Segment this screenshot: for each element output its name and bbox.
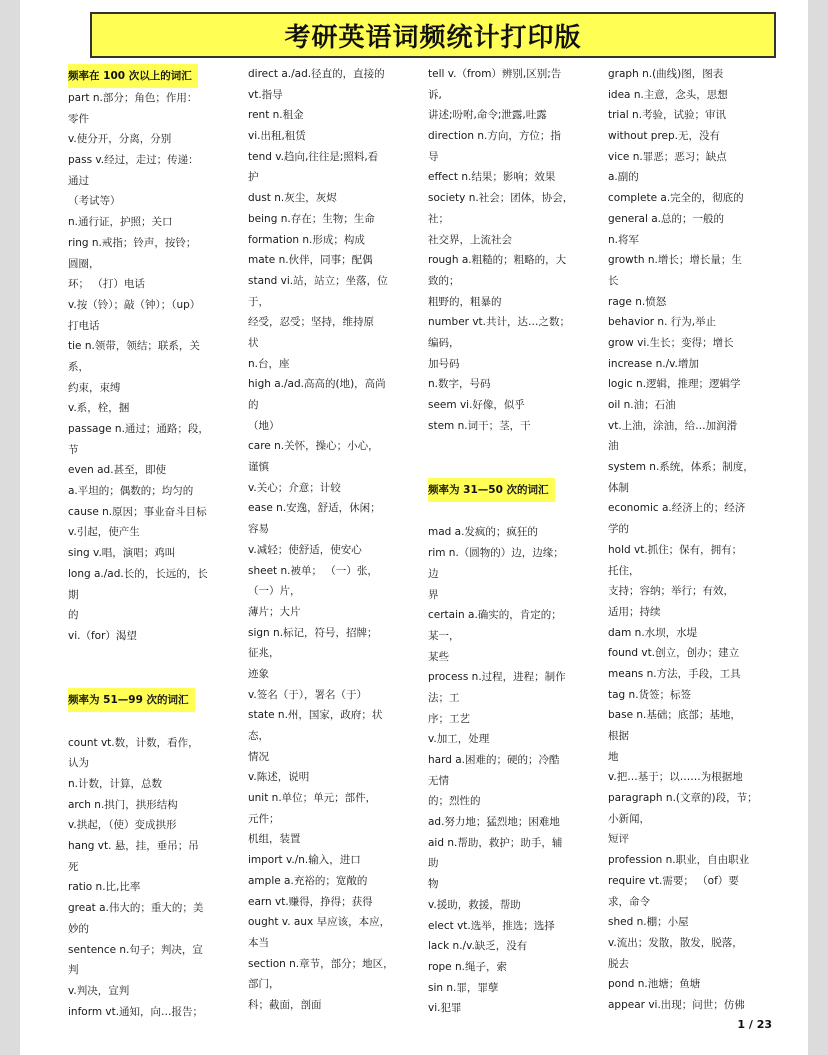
vocab-line: increase n./v.增加 bbox=[608, 357, 699, 370]
vocab-line: ease n.安逸，舒适，休闲； bbox=[248, 502, 381, 515]
vocab-line: passage n.通过；通路；段， bbox=[68, 423, 209, 435]
vocab-line: vi.犯罪 bbox=[428, 1002, 462, 1015]
vocab-line: tell v.（from）辨别,区别;告 bbox=[428, 68, 562, 80]
vocab-line: pass v.经过，走过；传递： bbox=[68, 154, 199, 167]
column-4 bbox=[608, 64, 764, 1016]
vocab-line: 认为 bbox=[68, 757, 89, 770]
vocab-line: 根据 bbox=[608, 730, 629, 742]
vocab-line: mad a.发疯的；疯狂的 bbox=[428, 526, 538, 539]
vocab-line: long a./ad.长的，长远的，长 bbox=[68, 567, 208, 580]
vocab-line: section n.章节，部分；地区， bbox=[248, 957, 394, 970]
section-heading: 频率为 31—50 次的词汇 bbox=[428, 478, 555, 502]
vocab-line: sin n.罪，罪孽 bbox=[428, 981, 499, 994]
spacer bbox=[428, 457, 584, 478]
vocab-line: mate n.伙伴，同事；配偶 bbox=[248, 254, 373, 267]
vocab-line: 序；工艺 bbox=[428, 712, 470, 725]
vocab-line: ad.努力地；猛烈地；困难地 bbox=[428, 816, 560, 829]
spacer bbox=[428, 436, 584, 457]
vocab-line: v.引起，使产生 bbox=[68, 526, 140, 539]
vocab-line: 粗野的，粗暴的 bbox=[428, 295, 502, 308]
vocab-line: a.平坦的；偶数的；均匀的 bbox=[68, 485, 194, 498]
vocab-line: ring n.戒指；铃声，按铃； bbox=[68, 236, 197, 249]
vocab-line: 讲述;吩咐,命令;泄露,吐露 bbox=[428, 109, 547, 122]
vocab-line: ought v. aux 早应该，本应， bbox=[248, 916, 391, 929]
vocab-line: 迹象 bbox=[248, 667, 269, 680]
vocab-line: 支持；容纳；举行；有效， bbox=[608, 585, 734, 598]
vocab-line: part n.部分；角色；作用： bbox=[68, 92, 198, 104]
vocab-line: 边 bbox=[428, 567, 439, 580]
vocab-line: arch n.拱门，拱形结构 bbox=[68, 798, 178, 811]
vocab-line: 征兆， bbox=[248, 647, 280, 660]
vocab-line: n.将军 bbox=[608, 233, 639, 246]
vocab-line: v.减轻；使舒适，使安心 bbox=[248, 543, 362, 556]
vocab-line: 适用；持续 bbox=[608, 605, 661, 618]
vocab-line: economic a.经济上的；经济 bbox=[608, 502, 746, 515]
vocab-line: elect vt.选举，推选；选择 bbox=[428, 919, 555, 932]
vocab-line: v.按（铃）；敲（钟）；（up） bbox=[68, 298, 201, 311]
vocab-line: 薄片；大片 bbox=[248, 605, 301, 618]
vocab-line: inform vt.通知，向…报告； bbox=[68, 1005, 204, 1018]
vocab-line: 学的 bbox=[608, 523, 629, 536]
vocab-line: 期 bbox=[68, 588, 79, 601]
vocab-line: vt.指导 bbox=[248, 88, 283, 101]
vocab-line: 社； bbox=[428, 212, 449, 225]
section-heading: 频率在 100 次以上的词汇 bbox=[68, 64, 198, 88]
vocab-line: 情况 bbox=[248, 750, 269, 763]
vocab-line: earn vt.赚得，挣得；获得 bbox=[248, 895, 373, 908]
vocab-line: v.加工，处理 bbox=[428, 733, 490, 746]
vocab-line: 谨慎 bbox=[248, 461, 269, 474]
vocab-line: 脱去 bbox=[608, 957, 629, 970]
vocab-line: 导 bbox=[428, 150, 439, 163]
vocab-line: effect n.结果；影响；效果 bbox=[428, 171, 556, 184]
vocab-line: a.副的 bbox=[608, 171, 639, 184]
vocab-line: process n.过程，进程；制作 bbox=[428, 671, 566, 684]
vocab-line: ample a.充裕的；宽敞的 bbox=[248, 874, 368, 887]
vocab-line: hold vt.抓住；保有，拥有； bbox=[608, 543, 743, 556]
vocab-line: found vt.创立，创办；建立 bbox=[608, 647, 740, 660]
vocab-line: 社交界，上流社会 bbox=[428, 233, 512, 246]
vocab-line: sheet n.被单； （一）张， bbox=[248, 564, 378, 577]
vocab-line: 通过 bbox=[68, 174, 89, 187]
vocab-line: 诉, bbox=[428, 88, 442, 101]
vocab-line: 地 bbox=[608, 750, 619, 763]
vocab-line: stem n.词干；茎，干 bbox=[428, 419, 531, 432]
spacer bbox=[68, 712, 224, 733]
vocab-line: v.陈述，说明 bbox=[248, 771, 310, 784]
vocab-line: 短评 bbox=[608, 833, 629, 846]
vocab-line: 零件 bbox=[68, 112, 89, 125]
vocab-line: rent n.租金 bbox=[248, 109, 304, 122]
vocab-line: vice n.罪恶；恶习；缺点 bbox=[608, 150, 727, 163]
vocab-line: trial n.考验，试验；审讯 bbox=[608, 109, 727, 122]
vocab-line: vi.（for）渴望 bbox=[68, 629, 137, 642]
vocab-line: high a./ad.高高的(地)，高尚 bbox=[248, 378, 386, 391]
vocab-line: being n.存在；生物；生命 bbox=[248, 212, 375, 225]
column-1 bbox=[68, 64, 224, 1022]
vocab-line: 小新闻， bbox=[608, 812, 650, 825]
vocab-line: n.数字，号码 bbox=[428, 378, 491, 391]
vocab-line: rage n.愤怒 bbox=[608, 295, 667, 308]
vocab-line: 护 bbox=[248, 171, 259, 184]
vocab-line: n.计数，计算，总数 bbox=[68, 778, 162, 790]
vocab-line: （一）片， bbox=[248, 585, 301, 598]
vocab-line: lack n./v.缺乏，没有 bbox=[428, 940, 528, 953]
section-heading-row bbox=[68, 64, 224, 88]
vocab-line: 判 bbox=[68, 964, 79, 977]
vocab-line: logic n.逻辑，推理；逻辑学 bbox=[608, 378, 741, 391]
vocab-line: direct a./ad.径直的，直接的 bbox=[248, 68, 385, 80]
vocab-line: 体制 bbox=[608, 481, 629, 494]
vocab-line: 系， bbox=[68, 360, 89, 373]
vocab-line: tag n.货签；标签 bbox=[608, 688, 692, 701]
vocab-line: pond n.池塘；鱼塘 bbox=[608, 978, 701, 991]
vocab-line: 妙的 bbox=[68, 922, 89, 935]
vocab-line: 节 bbox=[68, 443, 79, 456]
vocab-line: 约束，束缚 bbox=[68, 381, 121, 394]
title-banner bbox=[90, 12, 776, 58]
column-3 bbox=[428, 64, 584, 1019]
vocab-line: v.系，栓，捆 bbox=[68, 402, 130, 415]
vocab-line: 打电话 bbox=[68, 319, 100, 332]
vocab-line: v.拱起，（使）变成拱形 bbox=[68, 819, 177, 832]
vocab-line: without prep.无，没有 bbox=[608, 130, 721, 143]
vocab-line: sign n.标记，符号，招牌； bbox=[248, 626, 378, 639]
vocab-line: formation n.形成；构成 bbox=[248, 233, 365, 246]
vocab-line: 容易 bbox=[248, 523, 269, 536]
vocab-line: n.通行证，护照；关口 bbox=[68, 216, 173, 229]
vocab-line: 经受，忍受；坚持，维持原 bbox=[248, 316, 374, 329]
vocab-line: n.台，座 bbox=[248, 357, 290, 370]
vocab-line: import v./n.输入，进口 bbox=[248, 854, 361, 867]
vocab-line: 元件； bbox=[248, 812, 280, 825]
vocab-line: 致的； bbox=[428, 274, 460, 287]
vocab-line: number vt.共计，达…之数； bbox=[428, 316, 570, 329]
vocab-line: paragraph n.(文章的)段，节； bbox=[608, 792, 758, 805]
vocab-line: hard a.困难的；硬的；冷酷 bbox=[428, 754, 560, 766]
vocab-line: 状 bbox=[248, 336, 259, 349]
spacer bbox=[68, 667, 224, 688]
vocab-line: count vt.数，计数，看作， bbox=[68, 736, 199, 749]
vocab-line: grow vi.生长；变得；增长 bbox=[608, 336, 734, 349]
vocab-line: stand vi.站，站立；坐落，位 bbox=[248, 274, 388, 287]
vocab-line: vt.上油，涂油，给…加润滑 bbox=[608, 419, 738, 432]
vocab-line: behavior n. 行为,举止 bbox=[608, 316, 717, 329]
vocab-line: 物 bbox=[428, 878, 439, 891]
vocab-line: cause n.原因；事业奋斗目标 bbox=[68, 505, 207, 518]
vocab-line: 求，命令 bbox=[608, 895, 650, 908]
vocab-line: v.援助，救援，帮助 bbox=[428, 898, 521, 911]
vocab-line: 的 bbox=[68, 609, 79, 622]
vocab-line: 长 bbox=[608, 274, 619, 287]
vocab-line: state n.州，国家，政府；状 bbox=[248, 709, 383, 722]
vocab-line: ratio n.比,比率 bbox=[68, 881, 141, 894]
vocab-line: system n.系统，体系；制度， bbox=[608, 461, 754, 474]
vocab-line: base n.基础；底部；基地， bbox=[608, 709, 741, 722]
vocab-line: 态， bbox=[248, 730, 269, 742]
vocab-line: 无情 bbox=[428, 774, 449, 787]
vocab-line: 托住， bbox=[608, 564, 640, 577]
vocab-line: 某一， bbox=[428, 629, 460, 642]
vocab-line: 死 bbox=[68, 860, 79, 873]
section-heading: 频率为 51—99 次的词汇 bbox=[68, 688, 195, 712]
column-2 bbox=[248, 64, 404, 1016]
vocab-line: v.判决，宣判 bbox=[68, 984, 130, 997]
vocab-line: v.签名（于），署名（于） bbox=[248, 688, 367, 701]
vocab-line: seem vi.好像，似乎 bbox=[428, 399, 525, 411]
vocab-line: rope n.绳子，索 bbox=[428, 960, 507, 973]
vocab-line: certain a.确实的，肯定的； bbox=[428, 609, 562, 622]
vocab-line: complete a.完全的，彻底的 bbox=[608, 192, 744, 205]
spacer bbox=[68, 647, 224, 668]
document-page bbox=[20, 0, 808, 1055]
section-heading-row bbox=[68, 688, 224, 712]
vocab-line: rough a.粗糙的；粗略的，大 bbox=[428, 254, 567, 267]
vocab-line: 的 bbox=[248, 399, 259, 411]
vocab-line: idea n.主意，念头，思想 bbox=[608, 88, 728, 101]
vocab-line: even ad.甚至，即使 bbox=[68, 464, 167, 477]
vocab-line: aid n.帮助，救护；助手，辅 bbox=[428, 836, 563, 849]
vocab-line: 环； （打）电话 bbox=[68, 278, 145, 291]
vocab-line: 本当 bbox=[248, 936, 269, 949]
vocab-line: appear vi.出现；问世；仿佛 bbox=[608, 998, 745, 1011]
vocab-line: v.把…基于；以……为根据地 bbox=[608, 771, 743, 784]
vocab-line: tie n.领带，领结；联系，关 bbox=[68, 340, 200, 353]
vocab-line: sing v.唱，演唱；鸡叫 bbox=[68, 547, 176, 560]
vocab-line: 科；截面，剖面 bbox=[248, 998, 322, 1011]
vocab-line: graph n.(曲线)图，图表 bbox=[608, 68, 724, 80]
vocab-line: 圆圈， bbox=[68, 257, 100, 270]
vocab-line: 部门， bbox=[248, 978, 280, 991]
page-title: 考研英语词频统计打印版 bbox=[284, 22, 582, 53]
vocab-line: growth n.增长；增长量；生 bbox=[608, 254, 742, 267]
vocab-line: 界 bbox=[428, 588, 439, 601]
vocab-line: require vt.需要； （of）要 bbox=[608, 874, 739, 887]
vocab-line: 的；烈性的 bbox=[428, 795, 481, 808]
vocab-line: 油 bbox=[608, 440, 619, 453]
vocab-line: general a.总的；一般的 bbox=[608, 212, 725, 225]
vocab-line: v.流出；发散，散发，脱落， bbox=[608, 936, 743, 949]
page-number: 1 / 23 bbox=[737, 1018, 772, 1031]
vocab-line: （地） bbox=[248, 419, 280, 432]
section-heading-row bbox=[428, 478, 584, 502]
vocab-line: unit n.单位；单元；部件， bbox=[248, 792, 377, 805]
vocab-line: dust n.灰尘，灰烬 bbox=[248, 192, 337, 205]
vocab-line: oil n.油；石油 bbox=[608, 399, 676, 411]
vocab-line: profession n.职业，自由职业 bbox=[608, 854, 750, 867]
vocab-line: sentence n.句子；判决，宣 bbox=[68, 943, 203, 956]
vocab-line: 于， bbox=[248, 295, 269, 308]
vocab-line: rim n.（圆物的）边，边缘； bbox=[428, 547, 564, 560]
vocab-line: dam n.水坝，水堤 bbox=[608, 626, 698, 639]
vocab-line: great a.伟大的；重大的；美 bbox=[68, 902, 204, 915]
spacer bbox=[428, 502, 584, 523]
vocab-line: care n.关怀，操心；小心， bbox=[248, 440, 379, 453]
vocab-line: v.使分开，分离，分别 bbox=[68, 133, 172, 146]
vocab-line: society n.社会；团体，协会， bbox=[428, 192, 574, 205]
vocab-line: 某些 bbox=[428, 650, 449, 663]
vocab-line: means n.方法，手段，工具 bbox=[608, 667, 741, 680]
vocab-line: vi.出租,租赁 bbox=[248, 130, 306, 143]
vocab-line: 机组，装置 bbox=[248, 833, 301, 846]
vocab-line: （考试等） bbox=[68, 195, 121, 208]
vocab-line: direction n.方向，方位；指 bbox=[428, 130, 561, 143]
vocab-line: 加号码 bbox=[428, 357, 460, 370]
vocab-line: 助 bbox=[428, 857, 439, 870]
vocab-line: shed n.棚；小屋 bbox=[608, 916, 689, 929]
vocab-line: v.关心；介意；计较 bbox=[248, 481, 341, 494]
vocab-line: 编码， bbox=[428, 336, 460, 349]
vocab-line: 法；工 bbox=[428, 691, 460, 704]
vocab-line: hang vt. 悬，挂，垂吊；吊 bbox=[68, 840, 199, 853]
vocab-line: tend v.趋向,往往是;照料,看 bbox=[248, 150, 379, 163]
